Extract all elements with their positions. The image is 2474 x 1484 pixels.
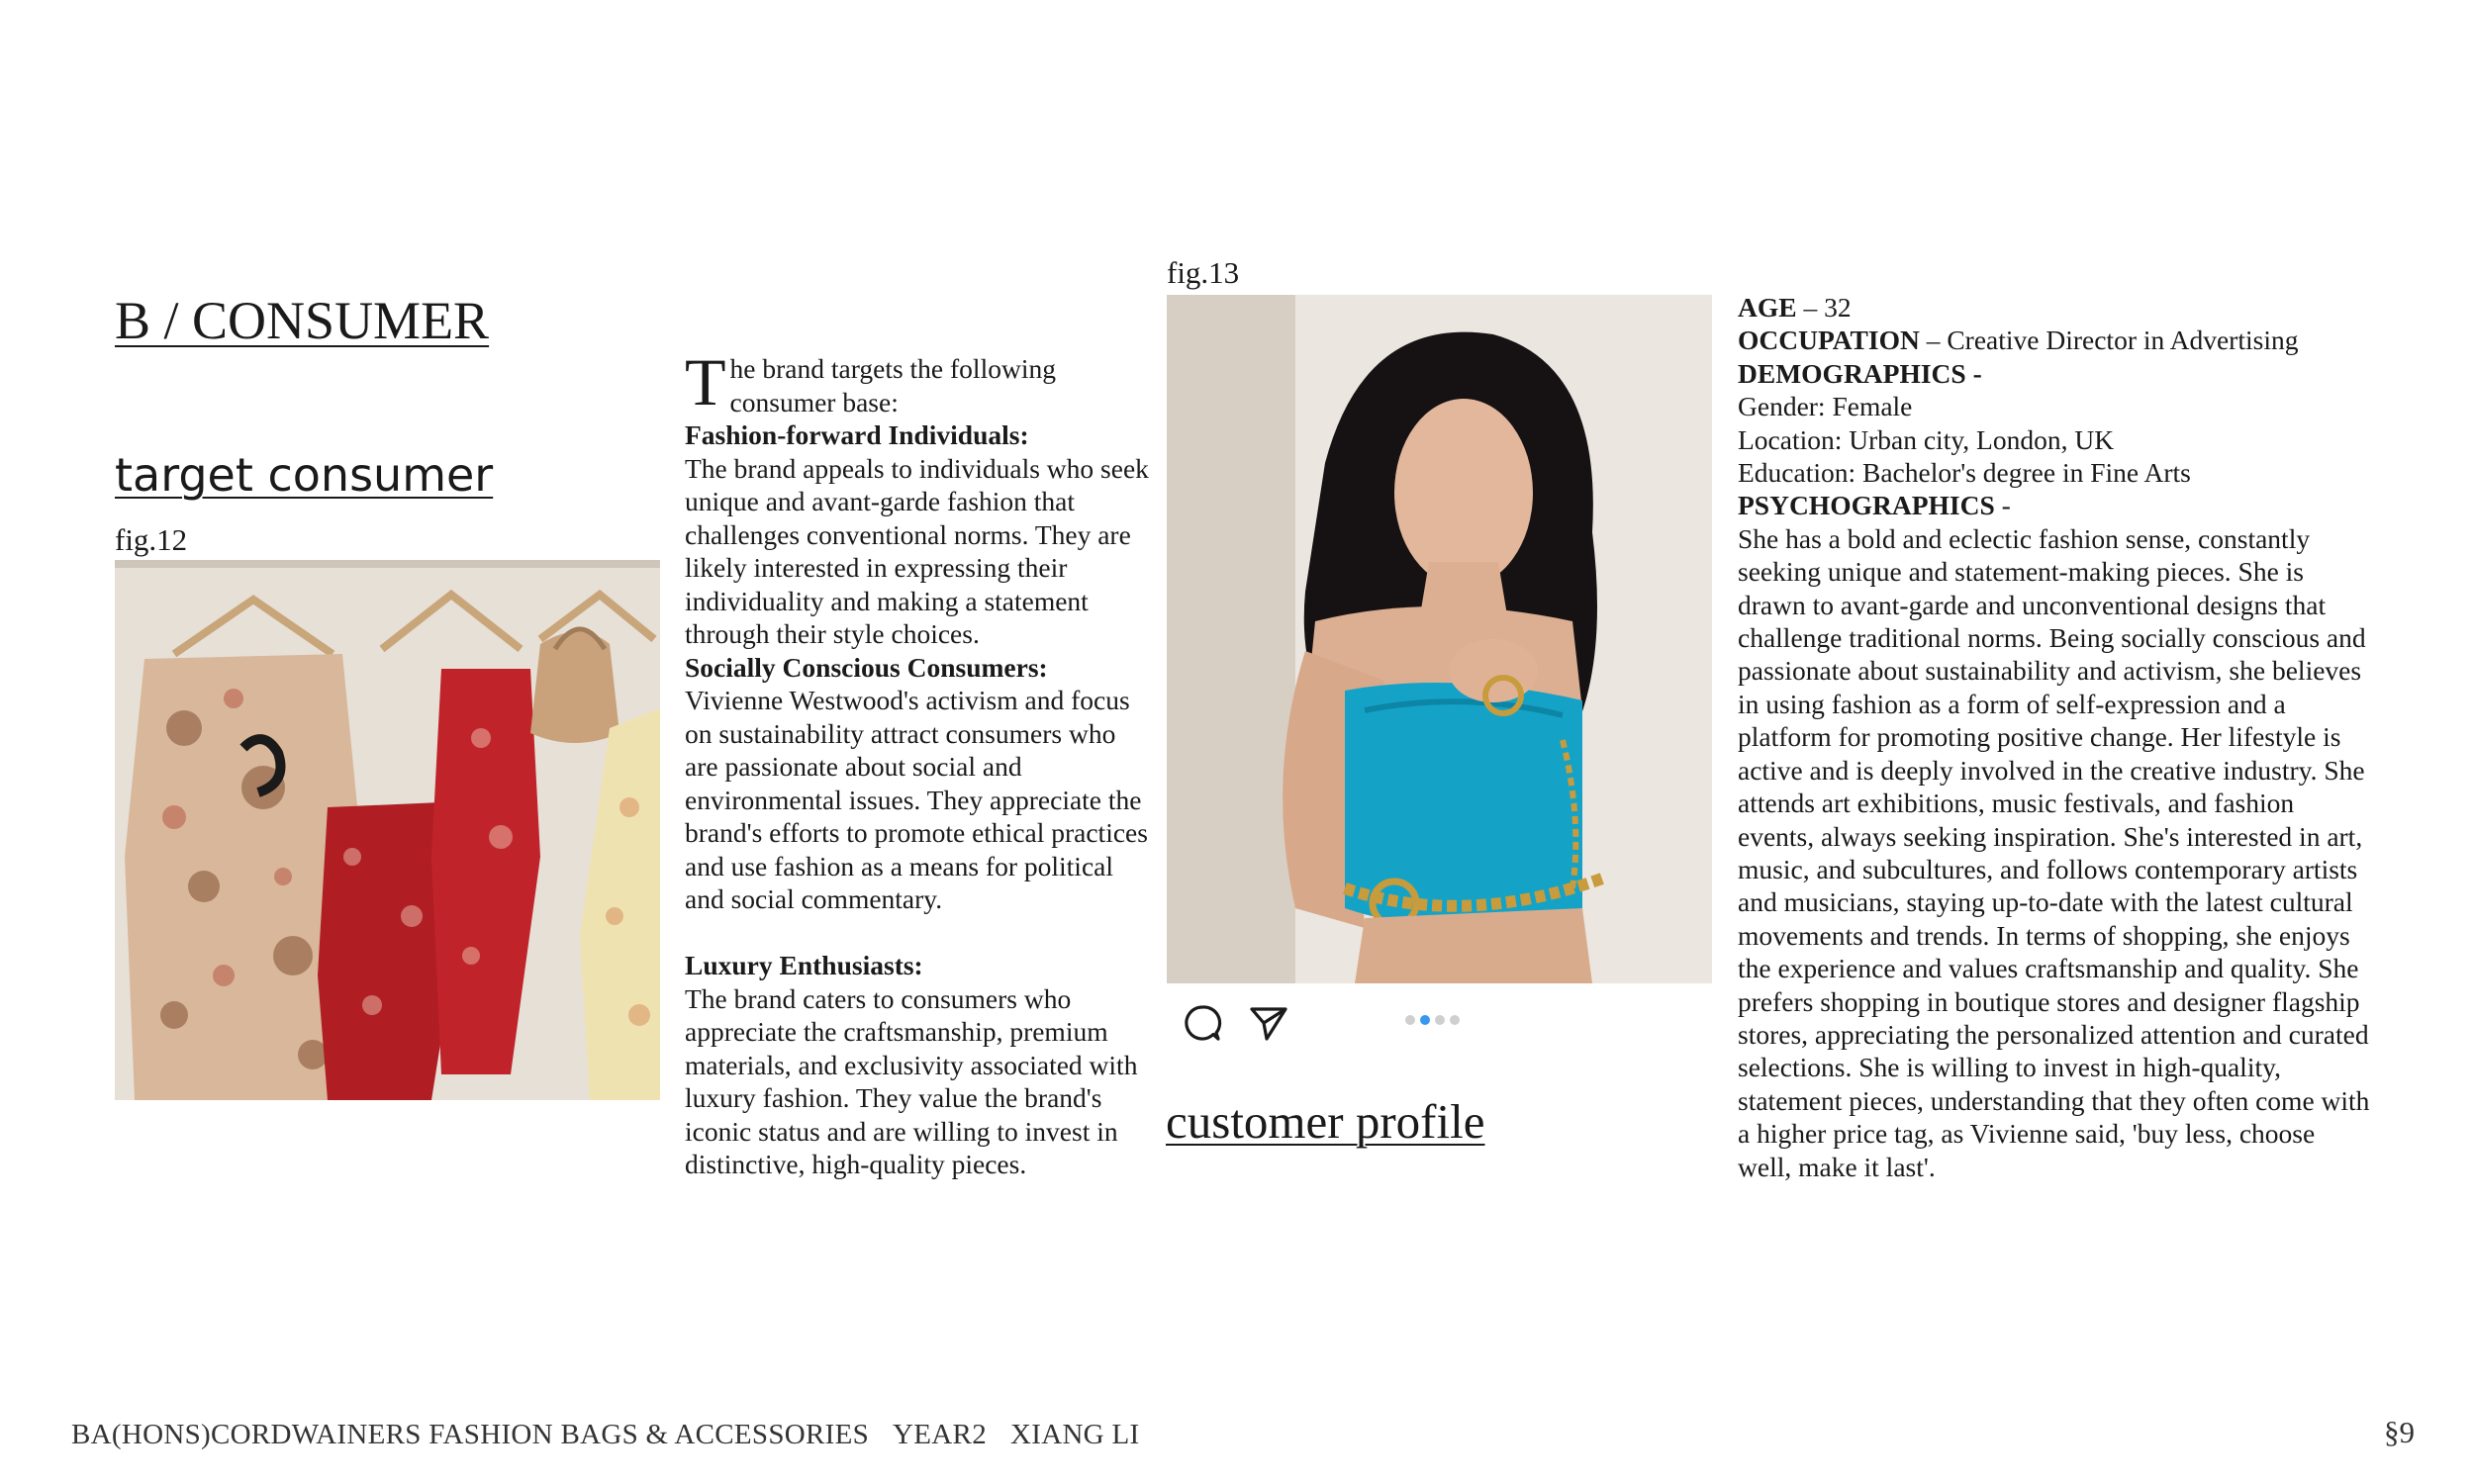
demographics-label: DEMOGRAPHICS - [1738,357,1982,389]
paragraph-socially-conscious: Vivienne Westwood's activism and focus on sustainability attract consumers who are passionate about social and environmental issues. They appreciate the brand's efforts to promote ethical practices and use fashion as a means for political and social commentary. [685,685,1148,914]
send-icon[interactable] [1249,1005,1288,1043]
age-label: AGE [1738,292,1797,323]
fig13-label: fig.13 [1167,255,1240,290]
clothing-rack-illustration [115,560,660,1100]
psychographics-label: PSYCHOGRAPHICS [1738,490,1995,521]
footer [71,1417,1163,1452]
footer-year: YEAR2 [893,1419,987,1450]
occupation-label: OCCUPATION [1738,325,1920,356]
paragraph-luxury-enthusiasts: The brand caters to consumers who appreciate the craftsmanship, premium materials, and exclusivity associated with luxury fashion. They value the brand's iconic status and are willing to invest in distinctive, high-quality pieces. [685,982,1138,1179]
location-text: Location: Urban city, London, UK [1738,423,2115,455]
carousel-dot-active[interactable] [1420,1015,1430,1025]
psychographics-dash: - [1994,490,2011,521]
heading-fashion-forward: Fashion-forward Individuals: [685,419,1029,450]
portrait-illustration [1167,295,1712,983]
portrait-photo [1167,295,1712,983]
comment-icon[interactable] [1183,1003,1222,1043]
psychographics-text: She has a bold and eclectic fashion sense, constantly seeking unique and statement-making pieces. She is drawn to avant-garde and unconventional designs that challenge traditional norms. Being socially conscious and passionate about sustainability and activism, she believes in using fashion as a form of self-expression and a platform for promoting positive change. Her lifestyle is active and is deeply involved in the creative industry. She attends art exhibitions, music festivals, and fashion events, always seeking inspiration. She's interested in art, music, and subcultures, and follows contemporary artists and musicians, staying up-to-date with the latest cultural movements and trends. In terms of shopping, she enjoys the experience and values craftsmanship and quality. She prefers shopping in boutique stores and designer flagship stores, appreciating the personalized attention and curated selections. She is willing to invest in high-quality, statement pieces, understanding that they often come with a higher price tag, as Vivienne said, 'buy less, choose well, make it last'. [1738,522,2370,1182]
carousel-dot[interactable] [1405,1015,1415,1025]
section-title: B / CONSUMER [115,291,490,350]
subsection-title: target consumer [115,448,494,502]
heading-socially-conscious: Socially Conscious Consumers: [685,651,1048,683]
customer-profile-text [1738,291,2371,1183]
fig12-label: fig.12 [115,522,188,557]
profile-title: customer profile [1166,1094,1485,1149]
carousel-dot[interactable] [1450,1015,1460,1025]
dropcap: T [685,344,726,419]
carousel-dot[interactable] [1435,1015,1445,1025]
carousel-indicator[interactable] [1405,1015,1460,1025]
heading-luxury-enthusiasts: Luxury Enthusiasts: [685,950,923,980]
paragraph-fashion-forward: The brand appeals to individuals who seek unique and avant-garde fashion that challenges conventional norms. They are likely interested in expressing their individuality and making a statement through their style choices. [685,452,1149,649]
occupation-value: – Creative Director in Advertising [1919,325,2299,356]
age-value: – 32 [1796,292,1852,323]
gender-text: Gender: Female [1738,391,1913,422]
intro-text: he brand targets the following consumer base: [729,353,1056,417]
education-text: Education: Bachelor's degree in Fine Arts [1738,457,2191,489]
footer-course: BA(HONS)CORDWAINERS FASHION BAGS & ACCESSORIES [71,1419,870,1450]
clothing-rack-photo [115,560,660,1100]
page-number: §9 [2384,1415,2415,1449]
target-consumer-text [685,344,1150,1181]
footer-author: XIANG LI [1010,1419,1140,1450]
